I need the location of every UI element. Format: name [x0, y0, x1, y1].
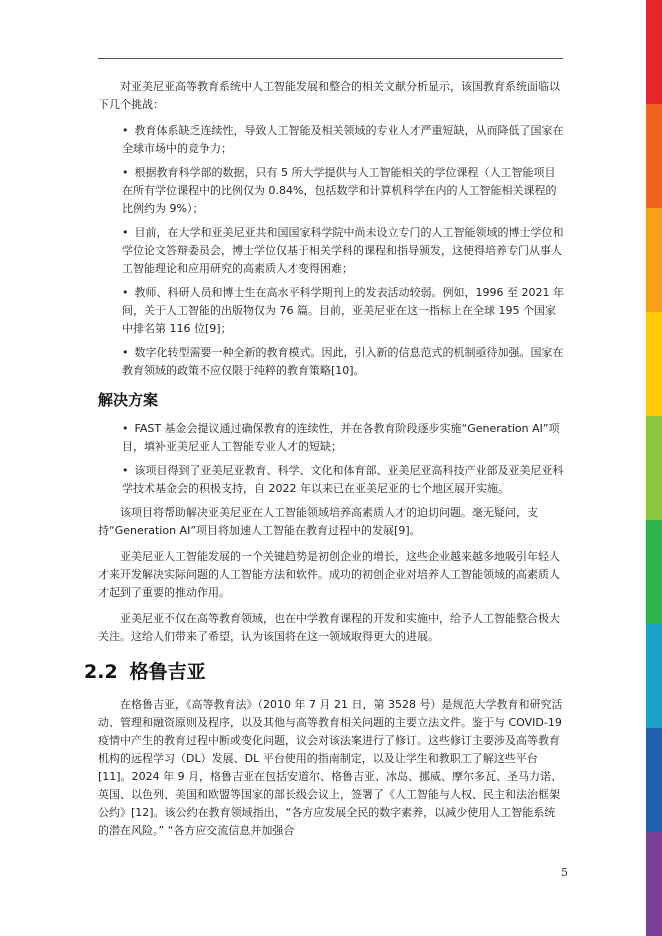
challenges-list — [98, 122, 564, 380]
list-item: • 教师、科研人员和博士生在高水平科学期刊上的发表活动较弱。例如，1996 至 2021 年间，关于人工智能的出版物仅为 76 篇。目前，亚美尼亚在这一指标上在全球 195 个国家中排名第 116 位[9]； — [122, 286, 564, 335]
body-paragraph: 在格鲁吉亚，《高等教育法》（2010 年 7 月 21 日，第 3528 号）是规范大学教育和研究活动、管理和融资原则及程序，以及其他与高等教育相关问题的主要立法文件。鉴于与 COVID-19 疫情中产生的教育过程中断或变化问题，议会对该法案进行了修订。这些修订主要涉及高等教育机构的远程学习（DL）发展、DL 平台使用的指南制定，以及让学生和教职工了解这些平台[11]。2024 年 9 月，格鲁吉亚在包括安道尔、格鲁吉亚、冰岛、挪威、摩尔多瓦、圣马力诺、英国、以色列、美国和欧盟等国家的部长级会议上，签署了《人工智能与人权、民主和法治框架公约》[12]。该公约在教育领域指出，“各方应发展全民的数字素养，以减少使用人工智能系统的潜在风险。” “各方应交流信息并加强合 — [98, 698, 563, 837]
section-number: 2.2 — [84, 661, 118, 683]
body-paragraph: 亚美尼亚人工智能发展的一个关键趋势是初创企业的增长，这些企业越来越多地吸引年轻人才来开发解决实际问题的人工智能方法和软件。成功的初创企业对培养人工智能领域的高素质人才起到了重要的推动作用。 — [98, 550, 560, 599]
stripe-segment — [646, 416, 662, 520]
intro-paragraph: 对亚美尼亚高等教育系统中人工智能发展和整合的相关文献分析显示，该国教育系统面临以下几个挑战： — [98, 80, 560, 111]
list-item: • 目前，在大学和亚美尼亚共和国国家科学院中尚未设立专门的人工智能领域的博士学位和学位论文答辩委员会，博士学位仅基于相关学科的课程和指导颁发，这使得培养专门从事人工智能理论和应用研究的高素质人才变得困难； — [122, 226, 564, 275]
stripe-segment — [646, 624, 662, 728]
stripe-segment — [646, 0, 662, 104]
bullet-icon: • — [122, 124, 129, 137]
stripe-segment — [646, 312, 662, 416]
stripe-segment — [646, 520, 662, 624]
bullet-icon: • — [122, 226, 129, 239]
bullet-icon: • — [122, 166, 129, 179]
bullet-icon: • — [122, 286, 129, 299]
stripe-segment — [646, 832, 662, 936]
solutions-list — [98, 420, 564, 498]
section-heading — [84, 660, 564, 684]
list-item: • FAST 基金会提议通过确保教育的连续性，并在各教育阶段逐步实施“Generation AI”项目，填补亚美尼亚人工智能专业人才的短缺； — [122, 422, 560, 453]
body-paragraph: 亚美尼亚不仅在高等教育领域，也在中学教育课程的开发和实施中，给予人工智能整合极大关注。这给人们带来了希望，认为该国将在这一领域取得更大的进展。 — [98, 612, 560, 643]
body-paragraph: 该项目将帮助解决亚美尼亚在人工智能领域培养高素质人才的迫切问题。毫无疑问，支持“Generation AI”项目将加速人工智能在教育过程中的发展[9]。 — [98, 506, 538, 537]
bullet-icon: • — [122, 464, 129, 477]
section-title: 格鲁吉亚 — [129, 661, 206, 683]
list-item: • 根据教育科学部的数据，只有 5 所大学提供与人工智能相关的学位课程（人工智能项目在所有学位课程中的比例仅为 0.84%，包括数学和计算机科学在内的人工智能相关课程的比例约为 9%）； — [122, 166, 557, 215]
list-item: • 该项目得到了亚美尼亚教育、科学、文化和体育部、亚美尼亚高科技产业部及亚美尼亚科学技术基金会的积极支持，自 2022 年以来已在亚美尼亚的七个地区展开实施。 — [122, 464, 564, 495]
solutions-heading: 解决方案 — [98, 391, 159, 409]
stripe-segment — [646, 104, 662, 208]
list-item: • 教育体系缺乏连续性，导致人工智能及相关领域的专业人才严重短缺，从而降低了国家在全球市场中的竞争力； — [122, 124, 564, 155]
list-item: • 数字化转型需要一种全新的教育模式。因此，引入新的信息范式的机制亟待加强。国家在教育领域的政策不应仅限于纯粹的教育策略[10]。 — [122, 346, 564, 377]
bullet-icon: • — [122, 422, 129, 435]
page-number: 5 — [561, 866, 568, 879]
stripe-segment — [646, 208, 662, 312]
side-color-stripe — [646, 0, 662, 936]
stripe-segment — [646, 728, 662, 832]
header-rule — [98, 58, 563, 59]
bullet-icon: • — [122, 346, 129, 359]
page-body — [84, 66, 564, 848]
